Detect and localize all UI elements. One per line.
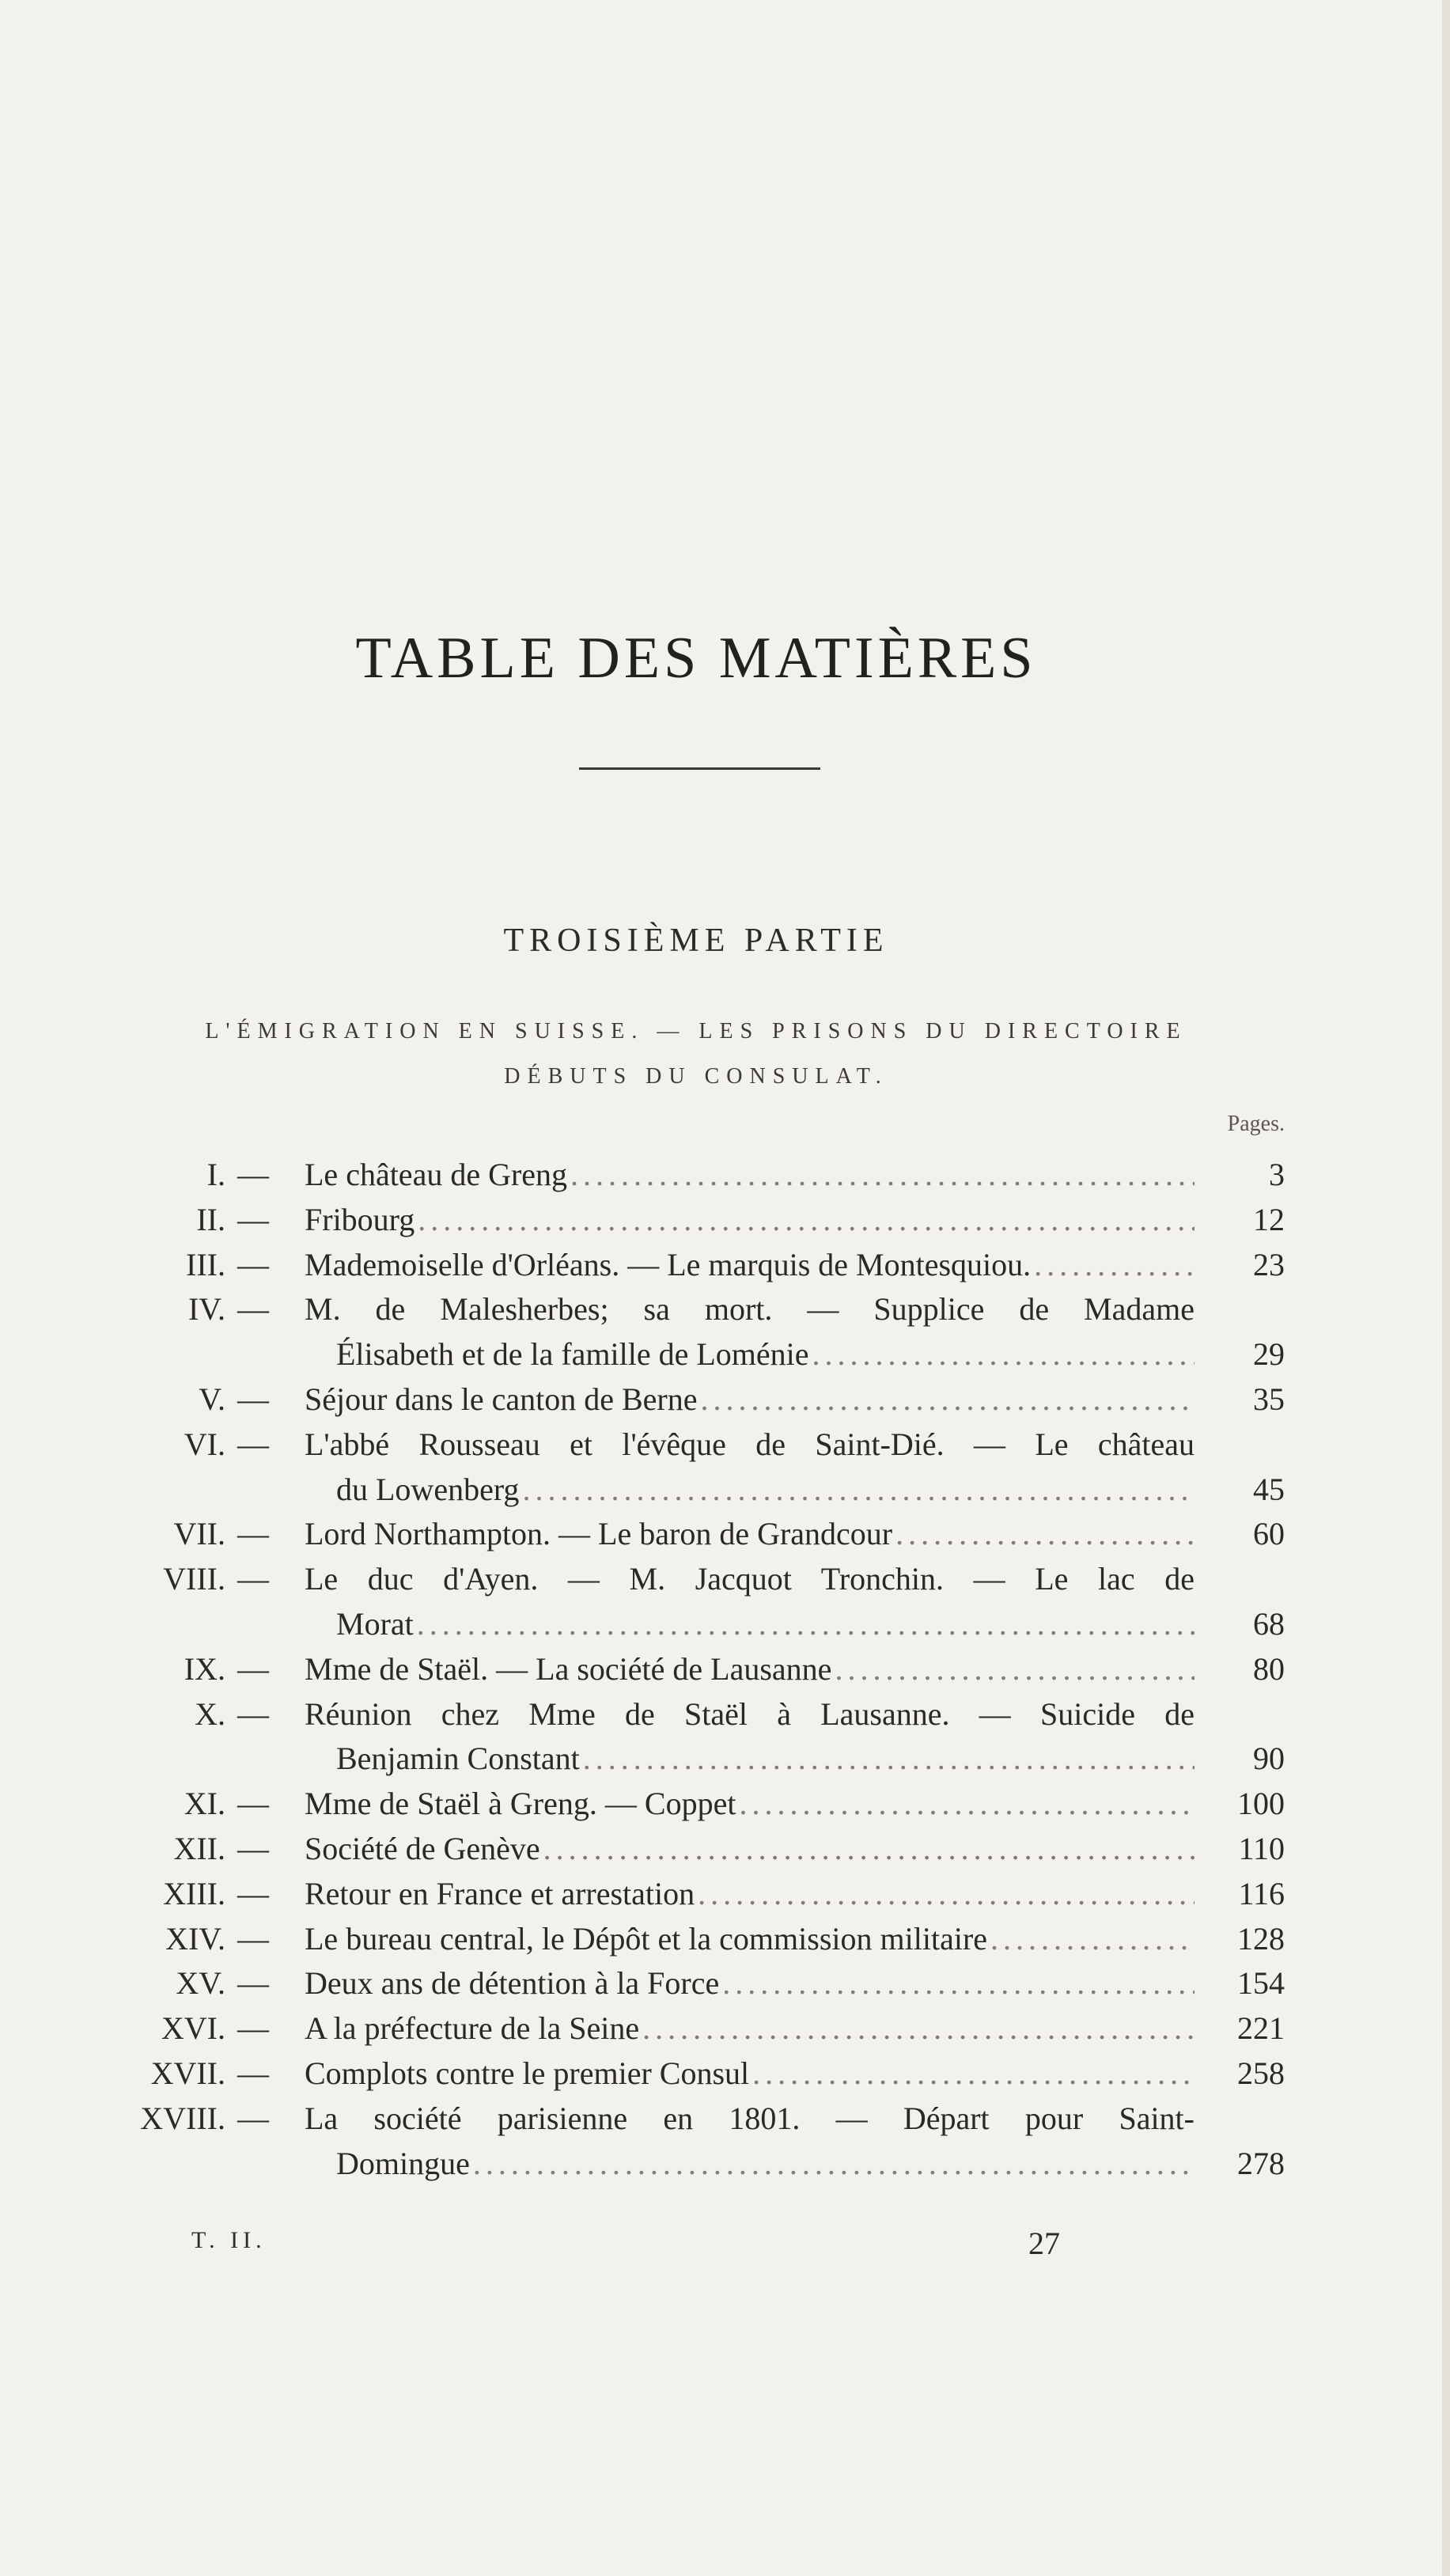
chapter-title-line [305, 1152, 1194, 1197]
entry-dash: — [237, 2100, 269, 2136]
chapter-title-text: Complots contre le premier Consul [305, 2055, 750, 2091]
chapter-numeral: II. [196, 1201, 225, 1237]
page-number: 278 [1237, 2145, 1285, 2181]
chapter-numeral: V. [199, 1381, 225, 1417]
part-subtitle-line-2: DÉBUTS DU CONSULAT. [504, 1064, 888, 1089]
entry-dash: — [237, 2010, 269, 2047]
chapter-numeral: XV. [176, 1965, 225, 2002]
chapter-numeral: XVII. [150, 2055, 225, 2091]
chapter-numeral: XIV. [165, 1920, 225, 1957]
part-heading: TROISIÈME PARTIE [503, 922, 889, 959]
chapter-title-line [305, 1242, 1194, 1287]
chapter-title-text: Mme de Staël. — La société de Lausanne [305, 1650, 832, 1687]
part-subtitle-line-1: L'ÉMIGRATION EN SUISSE. — LES PRISONS DU DIRECTOIRE [205, 1019, 1187, 1044]
page-number: 45 [1253, 1471, 1285, 1507]
chapter-numeral: XII. [173, 1831, 225, 1866]
chapter-title-text: Domingue [336, 2145, 470, 2181]
leader-dots [522, 1467, 1194, 1512]
chapter-title-line [305, 1781, 1194, 1826]
entry-dash: — [237, 1786, 269, 1822]
page-number: 60 [1253, 1516, 1285, 1552]
page-number: 23 [1253, 1246, 1285, 1282]
chapter-title-line: L'abbé Rousseau et l'évêque de Saint-Dié. — Le château [305, 1426, 1194, 1462]
leader-dots [722, 1960, 1194, 2006]
leader-dots [895, 1511, 1194, 1556]
leader-dots [543, 1826, 1194, 1871]
leader-dots [739, 1781, 1194, 1826]
leader-dots [752, 2051, 1194, 2096]
entry-dash: — [237, 1291, 269, 1328]
chapter-numeral: IV. [187, 1291, 225, 1328]
entry-dash: — [237, 1875, 269, 1911]
chapter-title-line [336, 1601, 1194, 1646]
entry-dash: — [237, 1381, 269, 1417]
leader-dots [1034, 1242, 1194, 1287]
entry-dash: — [237, 1426, 269, 1462]
chapter-title-line [305, 1197, 1194, 1242]
chapter-numeral: XVIII. [140, 2100, 225, 2136]
leader-dots [473, 2141, 1194, 2186]
page-number: 154 [1237, 1965, 1285, 2002]
chapter-title-text: Fribourg [305, 1201, 415, 1237]
chapter-numeral: I. [206, 1157, 225, 1192]
chapter-title-text: Séjour dans le canton de Berne [305, 1381, 698, 1417]
chapter-title-line [305, 1646, 1194, 1691]
chapter-title-line [305, 1960, 1194, 2006]
chapter-title-text: Morat [336, 1605, 414, 1642]
entry-dash: — [237, 1516, 269, 1552]
chapter-title-line [305, 2006, 1194, 2051]
leader-dots [417, 1601, 1194, 1646]
chapter-title-line [305, 1826, 1194, 1871]
leader-dots [418, 1197, 1194, 1242]
chapter-numeral: XIII. [163, 1875, 225, 1911]
chapter-title-text: Retour en France et arrestation [305, 1875, 695, 1911]
chapter-title-line: La société parisienne en 1801. — Départ pour Saint- [305, 2100, 1194, 2136]
chapter-title-text: Société de Genève [305, 1831, 540, 1866]
chapter-title-text: Élisabeth et de la famille de Loménie [336, 1336, 809, 1373]
chapter-numeral: IX. [184, 1650, 225, 1687]
chapter-numeral: X. [195, 1695, 225, 1732]
chapter-title-text: Deux ans de détention à la Force [305, 1965, 720, 2002]
chapter-numeral: III. [186, 1246, 225, 1282]
page-number: 35 [1253, 1381, 1285, 1417]
chapter-title-text: du Lowenberg [336, 1471, 520, 1507]
chapter-title-line [336, 1467, 1194, 1512]
entry-dash: — [237, 1246, 269, 1282]
chapter-title-text: Le château de Greng [305, 1157, 568, 1192]
page-number: 128 [1237, 1920, 1285, 1957]
sheet-number: 27 [1028, 2226, 1060, 2261]
page-number: 110 [1238, 1831, 1285, 1866]
page-number: 221 [1237, 2010, 1285, 2047]
entry-dash: — [237, 1920, 269, 1957]
chapter-title-line [336, 2141, 1194, 2186]
page-number: 90 [1253, 1741, 1285, 1777]
entry-dash: — [237, 1650, 269, 1687]
page-number: 3 [1269, 1157, 1285, 1192]
chapter-numeral: VII. [173, 1516, 225, 1552]
entry-dash: — [237, 1201, 269, 1237]
chapter-title-text: Benjamin Constant [336, 1741, 580, 1777]
chapter-title-text: Lord Northampton. — Le baron de Grandcour [305, 1516, 893, 1552]
page-number: 29 [1253, 1336, 1285, 1373]
volume-signature: T. II. [191, 2227, 267, 2253]
page-number: 116 [1238, 1875, 1285, 1911]
page-number: 68 [1253, 1605, 1285, 1642]
page-number: 258 [1237, 2055, 1285, 2091]
leader-dots [835, 1646, 1194, 1691]
leader-dots [642, 2006, 1194, 2051]
entry-dash: — [237, 2055, 269, 2091]
page-number: 12 [1253, 1201, 1285, 1237]
chapter-title-text: Mademoiselle d'Orléans. — Le marquis de Montesquiou. [305, 1246, 1032, 1282]
chapter-title-line [305, 1377, 1194, 1422]
leader-dots [583, 1736, 1194, 1781]
page-number: 100 [1237, 1786, 1285, 1822]
chapter-title-line [305, 1916, 1194, 1961]
chapter-title-line [305, 1871, 1194, 1916]
chapter-title-line: M. de Malesherbes; sa mort. — Supplice de Madame [305, 1291, 1194, 1328]
chapter-numeral: VIII. [163, 1561, 225, 1597]
leader-dots [570, 1152, 1194, 1197]
leader-dots [698, 1871, 1194, 1916]
entry-dash: — [237, 1695, 269, 1732]
chapter-title-line [336, 1332, 1194, 1377]
chapter-title-text: A la préfecture de la Seine [305, 2010, 640, 2047]
chapter-numeral: XVI. [161, 2010, 225, 2047]
entry-dash: — [237, 1561, 269, 1597]
chapter-title-text: Le bureau central, le Dépôt et la commission militaire [305, 1920, 988, 1957]
leader-dots [701, 1377, 1194, 1422]
chapter-title-line: Le duc d'Ayen. — M. Jacquot Tronchin. — Le lac de [305, 1561, 1194, 1597]
chapter-title-line [305, 1511, 1194, 1556]
page-number: 80 [1253, 1650, 1285, 1687]
leader-dots [812, 1332, 1194, 1377]
chapter-title-line [336, 1736, 1194, 1781]
chapter-title-text: Mme de Staël à Greng. — Coppet [305, 1786, 736, 1822]
pages-column-label: Pages. [1227, 1112, 1285, 1136]
chapter-title-line [305, 2051, 1194, 2096]
chapter-title-line: Réunion chez Mme de Staël à Lausanne. — Suicide de [305, 1695, 1194, 1732]
entry-dash: — [237, 1157, 269, 1192]
leader-dots [990, 1916, 1194, 1961]
chapter-numeral: XI. [184, 1786, 225, 1822]
chapter-numeral: VI. [184, 1426, 225, 1462]
entry-dash: — [237, 1831, 269, 1866]
page-title: TABLE DES MATIÈRES [355, 626, 1037, 691]
entry-dash: — [237, 1965, 269, 2002]
